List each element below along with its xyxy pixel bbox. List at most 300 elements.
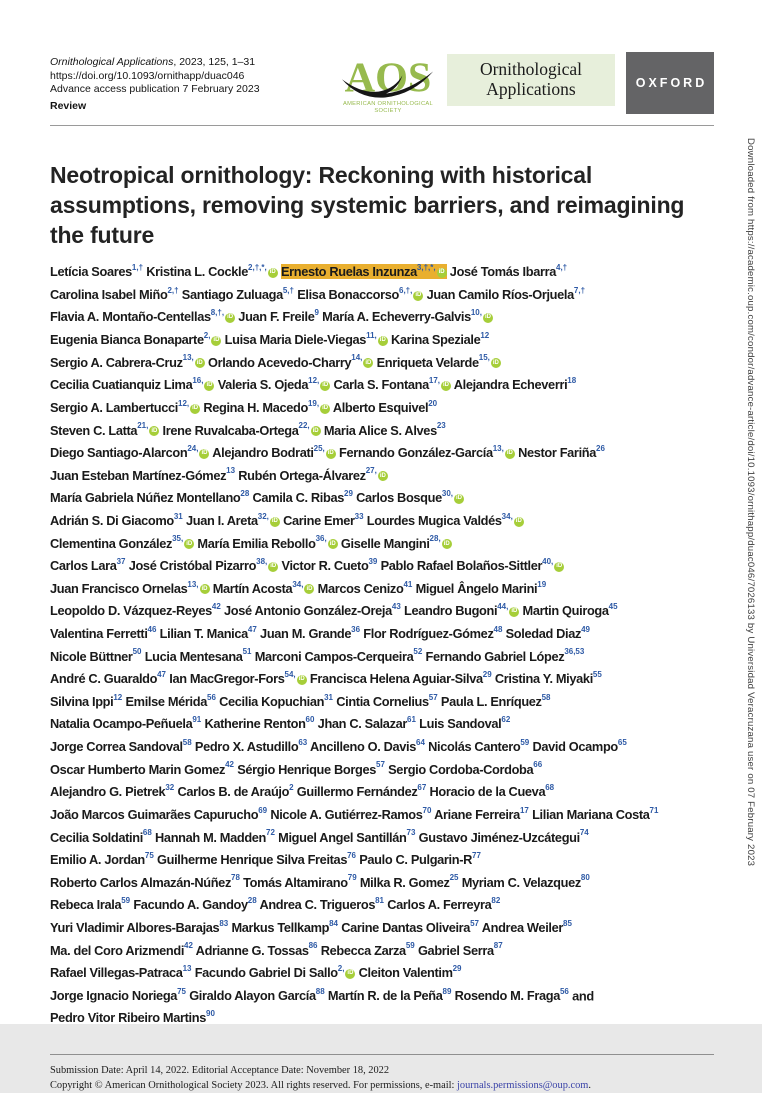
author-name: Pedro Vitor Ribeiro Martins$^{90}$ bbox=[50, 1009, 215, 1026]
affiliation-superscript[interactable]: 82 bbox=[491, 896, 501, 906]
journal-title-box bbox=[447, 54, 615, 106]
orcid-icon[interactable]: iD bbox=[413, 291, 423, 301]
orcid-icon[interactable]: iD bbox=[442, 539, 452, 549]
affiliation-superscript[interactable]: 43 bbox=[391, 602, 401, 612]
affiliation-superscript[interactable]: 58 bbox=[541, 692, 551, 702]
author-name: Valentina Ferretti$^{46}$ bbox=[50, 624, 157, 642]
orcid-icon[interactable]: iD bbox=[554, 562, 564, 572]
author-line bbox=[50, 621, 714, 644]
author-name: Ariane Ferreira$^{17}$ bbox=[434, 805, 529, 822]
affiliation-superscript[interactable]: 65 bbox=[617, 737, 627, 747]
affiliation-superscript[interactable]: 57 bbox=[376, 760, 385, 770]
title-line: assumptions, removing systemic barriers, and reimagining bbox=[50, 192, 685, 218]
author-name: Giraldo Alayon García$^{88}$ bbox=[189, 986, 325, 1003]
author-name: Juan F. Freile$^9$ bbox=[238, 308, 319, 325]
journal-box-line2: Applications bbox=[486, 78, 576, 99]
affiliation-superscript[interactable]: 2,†,*, bbox=[248, 263, 267, 272]
orcid-icon[interactable]: iD bbox=[491, 358, 501, 368]
affiliation-superscript[interactable]: 35, bbox=[172, 534, 184, 544]
affiliation-superscript[interactable]: 29 bbox=[482, 669, 492, 679]
author-name: Nicolás Cantero$^{59}$ bbox=[428, 737, 530, 755]
author-name: Lourdes Mugica Valdés$^{34,}$iD bbox=[366, 511, 522, 528]
orcid-icon[interactable]: iD bbox=[297, 675, 307, 685]
author-line bbox=[50, 372, 714, 395]
affiliation-superscript[interactable]: 2, bbox=[337, 963, 345, 973]
affiliation-superscript[interactable]: 32, bbox=[257, 511, 269, 521]
author-name: Rosendo M. Fraga$^{56}$ bbox=[454, 986, 569, 1003]
author-line bbox=[50, 643, 714, 666]
author-name: Maria Alice S. Alves$^{23}$ bbox=[323, 421, 446, 438]
affiliation-superscript[interactable]: 59 bbox=[405, 941, 415, 951]
affiliation-superscript[interactable]: 29 bbox=[344, 489, 353, 499]
orcid-icon[interactable]: iD bbox=[268, 268, 278, 278]
author-name: Jorge Correa Sandoval$^{58}$ bbox=[50, 737, 192, 755]
affiliation-superscript[interactable]: 25, bbox=[313, 443, 325, 453]
affiliation-superscript[interactable]: 31 bbox=[173, 511, 183, 521]
author-name: Pablo Rafael Bolaños-Sittler$^{40,}$iD bbox=[380, 556, 563, 574]
orcid-icon[interactable]: iD bbox=[454, 494, 464, 504]
affiliation-superscript[interactable]: 29 bbox=[452, 963, 462, 973]
author-line bbox=[50, 530, 714, 553]
affiliation-superscript[interactable]: 12, bbox=[308, 376, 320, 386]
affiliation-superscript[interactable]: 89 bbox=[442, 986, 452, 996]
author-name: Rebecca Zarza$^{59}$ bbox=[320, 941, 415, 958]
author-name: Martin Quiroga$^{45}$ bbox=[522, 602, 618, 619]
affiliation-superscript[interactable]: 8,†, bbox=[210, 308, 225, 318]
orcid-icon[interactable]: iD bbox=[514, 517, 524, 527]
affiliation-superscript[interactable]: 51 bbox=[242, 647, 252, 657]
author-list bbox=[50, 259, 714, 1028]
doi-line: https://doi.org/10.1093/ornithapp/duac046 bbox=[50, 69, 245, 82]
orcid-icon[interactable]: iD bbox=[363, 358, 373, 368]
affiliation-superscript[interactable]: 78 bbox=[231, 873, 240, 883]
affiliation-superscript[interactable]: 24, bbox=[187, 443, 199, 453]
author-line bbox=[50, 847, 714, 870]
affiliation-superscript[interactable]: 13 bbox=[226, 466, 236, 476]
author-name: Pedro X. Astudillo$^{63}$ bbox=[194, 737, 308, 755]
orcid-icon[interactable]: iD bbox=[149, 426, 159, 436]
submission-dates: Submission Date: April 14, 2022. Editorial Acceptance Date: November 18, 2022 bbox=[50, 1064, 390, 1076]
affiliation-superscript[interactable]: 33 bbox=[354, 511, 364, 521]
aos-caption-line1: AMERICAN ORNITHOLOGICAL bbox=[342, 101, 434, 108]
author-name: Carlos B. de Araújo$^2$ bbox=[177, 783, 294, 800]
affiliation-superscript[interactable]: 86 bbox=[308, 941, 318, 951]
author-name: Carlos A. Ferreyra$^{82}$ bbox=[387, 896, 501, 913]
author-line bbox=[50, 960, 714, 983]
author-name: Marcos Cenizo$^{41}$ bbox=[317, 579, 413, 596]
affiliation-superscript[interactable]: 59 bbox=[121, 896, 131, 906]
affiliation-superscript[interactable]: 45 bbox=[608, 602, 618, 612]
affiliation-superscript[interactable]: 47 bbox=[247, 624, 257, 634]
orcid-icon[interactable]: iD bbox=[378, 336, 388, 346]
orcid-icon[interactable]: iD bbox=[328, 539, 338, 549]
author-line bbox=[50, 1005, 714, 1028]
author-name: Fernando Gabriel López$^{36,53}$ bbox=[425, 647, 585, 664]
author-name: Sergio A. Lambertucci$^{12,}$iD bbox=[50, 398, 199, 415]
affiliation-superscript[interactable]: 54, bbox=[284, 669, 296, 679]
affiliation-superscript[interactable]: 90 bbox=[206, 1009, 215, 1019]
affiliation-superscript[interactable]: 75 bbox=[177, 986, 186, 996]
author-line bbox=[50, 327, 714, 350]
affiliation-superscript[interactable]: 25 bbox=[449, 873, 459, 883]
author-line bbox=[50, 869, 714, 892]
orcid-icon[interactable]: iD bbox=[200, 584, 210, 594]
oxford-logo bbox=[626, 52, 714, 114]
author-name: Tomás Altamirano$^{79}$ bbox=[243, 873, 357, 890]
author-name: Leopoldo D. Vázquez-Reyes$^{42}$ bbox=[50, 602, 221, 619]
affiliation-superscript[interactable]: 66 bbox=[533, 760, 543, 770]
affiliation-superscript[interactable]: 41 bbox=[403, 579, 413, 589]
affiliation-superscript[interactable]: 50 bbox=[132, 647, 142, 657]
orcid-icon[interactable]: iD bbox=[378, 471, 388, 481]
author-name: Miguel Ângelo Marini$^{19}$ bbox=[415, 579, 547, 596]
orcid-icon[interactable]: iD bbox=[441, 381, 451, 391]
affiliation-superscript[interactable]: 36 bbox=[351, 624, 361, 634]
author-name: Guilherme Henrique Silva Freitas$^{76}$ bbox=[157, 850, 357, 868]
author-name: Rubén Ortega-Álvarez$^{27,}$iD bbox=[238, 466, 386, 483]
orcid-icon[interactable]: iD bbox=[437, 268, 447, 278]
affiliation-superscript[interactable]: 2, bbox=[203, 330, 211, 340]
affiliation-superscript[interactable]: 68 bbox=[545, 783, 555, 793]
journal-citation bbox=[50, 56, 260, 70]
affiliation-superscript[interactable]: 39 bbox=[368, 556, 378, 566]
author-name: Diego Santiago-Alarcon$^{24,}$iD bbox=[50, 443, 208, 461]
author-name: Sérgio Henrique Borges$^{57}$ bbox=[237, 760, 385, 777]
author-line bbox=[50, 666, 714, 689]
affiliation-superscript[interactable]: 75 bbox=[144, 850, 154, 860]
orcid-icon[interactable]: iD bbox=[190, 404, 200, 414]
affiliation-superscript[interactable]: 12 bbox=[113, 692, 123, 702]
affiliation-superscript[interactable]: 31 bbox=[324, 692, 334, 702]
author-name: Guillermo Fernández$^{67}$ bbox=[296, 783, 427, 800]
author-name: Cecilia Cuatianquiz Lima$^{16,}$iD bbox=[50, 376, 213, 393]
author-line bbox=[50, 711, 714, 734]
affiliation-superscript[interactable]: 22, bbox=[298, 421, 310, 431]
affiliation-superscript[interactable]: 57 bbox=[428, 692, 438, 702]
affiliation-superscript[interactable]: 76 bbox=[347, 850, 357, 860]
author-name: Hannah M. Madden$^{72}$ bbox=[155, 828, 275, 845]
affiliation-superscript[interactable]: 27, bbox=[365, 466, 377, 476]
author-name: Juan Camilo Ríos-Orjuela$^{7,\dagger}$ bbox=[426, 285, 586, 302]
publisher-logos bbox=[340, 52, 714, 116]
affiliation-superscript[interactable]: 64 bbox=[416, 737, 425, 747]
affiliation-superscript[interactable]: 19 bbox=[537, 579, 547, 589]
affiliation-superscript[interactable]: 42 bbox=[211, 602, 221, 612]
author-name: Ernesto Ruelas Inzunza$^{3,\dagger,*,}$iD bbox=[280, 263, 445, 280]
aos-caption-line2: SOCIETY bbox=[374, 107, 402, 114]
author-name: Rafael Villegas-Patraca$^{13}$ bbox=[50, 963, 192, 981]
copyright-text: Copyright © American Ornithological Society 2023. All rights reserved. For permissions, e-mail: bbox=[50, 1079, 458, 1091]
affiliation-superscript[interactable]: 3,†,*, bbox=[416, 263, 436, 272]
affiliation-superscript[interactable]: 58 bbox=[182, 737, 192, 747]
author-name: Facundo Gabriel Di Sallo$^{2,}$iD bbox=[194, 963, 354, 981]
author-name: Juan Francisco Ornelas$^{13,}$iD bbox=[50, 579, 208, 596]
oxford-logo-text: OXFORD bbox=[635, 76, 708, 90]
author-name: Victor R. Cueto$^{39}$ bbox=[281, 556, 378, 574]
author-name: Nicole Büttner$^{50}$ bbox=[50, 647, 142, 664]
affiliation-superscript[interactable]: 68 bbox=[142, 828, 152, 838]
affiliation-superscript[interactable]: 2 bbox=[289, 783, 294, 793]
orcid-icon[interactable]: iD bbox=[320, 381, 330, 391]
orcid-icon[interactable]: iD bbox=[345, 969, 355, 979]
affiliation-superscript[interactable]: 59 bbox=[520, 737, 530, 747]
affiliation-superscript[interactable]: 7,† bbox=[573, 285, 586, 295]
author-name: Elisa Bonaccorso$^{6,\dagger,}$iD bbox=[297, 285, 422, 302]
author-name: Cintia Cornelius$^{57}$ bbox=[336, 692, 438, 709]
author-name: Alberto Esquivel$^{20}$ bbox=[332, 398, 438, 415]
author-name: José Cristóbal Pizarro$^{38,}$iD bbox=[128, 556, 277, 574]
affiliation-superscript[interactable]: 52 bbox=[413, 647, 423, 657]
author-name: Jorge Ignacio Noriega$^{75}$ bbox=[50, 986, 186, 1003]
author-name: Cristina Y. Miyaki$^{55}$ bbox=[494, 669, 602, 687]
author-name: Lilian Mariana Costa$^{71}$ bbox=[532, 805, 659, 822]
author-name: Rebeca Irala$^{59}$ bbox=[50, 896, 131, 913]
affiliation-superscript[interactable]: 49 bbox=[581, 624, 590, 634]
author-line bbox=[50, 734, 714, 757]
affiliation-superscript[interactable]: 38, bbox=[256, 556, 268, 566]
orcid-icon[interactable]: iD bbox=[304, 584, 314, 594]
author-name: Juan M. Grande$^{36}$ bbox=[260, 624, 361, 642]
author-line bbox=[50, 756, 714, 779]
author-name: Andrea C. Trigueros$^{81}$ bbox=[259, 896, 385, 913]
title-line: Neotropical ornithology: Reckoning with historical bbox=[50, 162, 593, 188]
affiliation-superscript[interactable]: 80 bbox=[580, 873, 590, 883]
author-name: José Antonio González-Oreja$^{43}$ bbox=[224, 602, 401, 619]
affiliation-superscript[interactable]: 56 bbox=[207, 692, 216, 702]
author-line bbox=[50, 983, 714, 1006]
affiliation-superscript[interactable]: 69 bbox=[258, 805, 268, 815]
affiliation-superscript[interactable]: 10, bbox=[470, 308, 482, 318]
affiliation-superscript[interactable]: 13, bbox=[492, 443, 504, 453]
affiliation-superscript[interactable]: 26 bbox=[596, 443, 605, 453]
author-line bbox=[50, 462, 714, 485]
affiliation-superscript[interactable]: 34, bbox=[292, 579, 304, 589]
affiliation-superscript[interactable]: 48 bbox=[493, 624, 503, 634]
affiliation-superscript[interactable]: 9 bbox=[314, 308, 319, 318]
page-title bbox=[50, 160, 714, 250]
affiliation-superscript[interactable]: 16, bbox=[192, 376, 204, 386]
download-watermark: Downloaded from https://academic.oup.com/condor/advance-article/doi/10.1093/ornithapp/duac046/7026133 by Universidad Veracruzana user on 07 February 2023 bbox=[745, 138, 756, 867]
author-name: Carlos Bosque$^{30,}$iD bbox=[356, 489, 463, 506]
author-name: Fernando González-García$^{13,}$iD bbox=[338, 443, 513, 461]
copyright-period: . bbox=[588, 1079, 591, 1091]
affiliation-superscript[interactable]: 21, bbox=[137, 421, 149, 431]
author-name: Marconi Campos-Cerqueira$^{52}$ bbox=[254, 647, 423, 664]
orcid-icon[interactable]: iD bbox=[211, 336, 221, 346]
affiliation-superscript[interactable]: 14, bbox=[351, 353, 363, 363]
orcid-icon[interactable]: iD bbox=[311, 426, 321, 436]
author-name: Milka R. Gomez$^{25}$ bbox=[359, 873, 459, 890]
affiliation-superscript[interactable]: 11, bbox=[366, 330, 377, 340]
author-name: Paula L. Enríquez$^{58}$ bbox=[440, 692, 551, 709]
affiliation-superscript[interactable]: 74 bbox=[579, 828, 589, 838]
journal-name: Ornithological Applications bbox=[50, 56, 174, 68]
author-name: Carolina Isabel Miño$^{2,\dagger}$ bbox=[50, 285, 179, 302]
affiliation-superscript[interactable]: 57 bbox=[470, 918, 479, 928]
affiliation-superscript[interactable]: 77 bbox=[472, 850, 481, 860]
affiliation-superscript[interactable]: 61 bbox=[407, 715, 416, 725]
author-name: Nicole A. Gutiérrez-Ramos$^{70}$ bbox=[270, 805, 432, 822]
affiliation-superscript[interactable]: 2,† bbox=[167, 285, 179, 295]
author-line bbox=[50, 598, 714, 621]
journal-box-line1: Ornithological bbox=[479, 59, 583, 79]
orcid-icon[interactable]: iD bbox=[270, 517, 280, 527]
author-name: Giselle Mangini$^{28,}$iD bbox=[340, 534, 450, 551]
affiliation-superscript[interactable]: 73 bbox=[406, 828, 416, 838]
author-line bbox=[50, 417, 714, 440]
affiliation-superscript[interactable]: 79 bbox=[347, 873, 357, 883]
author-name: Ian MacGregor-Fors$^{54,}$iD bbox=[169, 669, 305, 687]
author-line bbox=[50, 485, 714, 508]
affiliation-superscript[interactable]: 62 bbox=[501, 715, 511, 725]
orcid-icon[interactable]: iD bbox=[326, 449, 336, 459]
affiliation-superscript[interactable]: 72 bbox=[266, 828, 275, 838]
author-name: Camila C. Ribas$^{29}$ bbox=[252, 489, 353, 506]
author-name: Horacio de la Cueva$^{68}$ bbox=[429, 783, 555, 800]
orcid-icon[interactable]: iD bbox=[320, 404, 330, 414]
author-name: Facundo A. Gandoy$^{28}$ bbox=[133, 896, 257, 913]
affiliation-superscript[interactable]: 12, bbox=[178, 398, 190, 408]
orcid-icon[interactable]: iD bbox=[225, 313, 235, 323]
author-name: Juan I. Areta$^{32,}$iD bbox=[185, 511, 278, 528]
affiliation-superscript[interactable]: 84 bbox=[329, 918, 338, 928]
author-name: Carla S. Fontana$^{17,}$iD bbox=[333, 376, 449, 393]
affiliation-superscript[interactable]: 85 bbox=[563, 918, 572, 928]
author-name: Oscar Humberto Marin Gomez$^{42}$ bbox=[50, 760, 234, 777]
affiliation-superscript[interactable]: 15, bbox=[478, 353, 490, 363]
affiliation-superscript[interactable]: 70 bbox=[422, 805, 432, 815]
orcid-icon[interactable]: iD bbox=[184, 539, 194, 549]
affiliation-superscript[interactable]: 6,†, bbox=[399, 285, 413, 295]
affiliation-superscript[interactable]: 13 bbox=[182, 963, 192, 973]
affiliation-superscript[interactable]: 19, bbox=[307, 398, 320, 408]
affiliation-superscript[interactable]: 42 bbox=[225, 760, 234, 770]
author-name: David Ocampo$^{65}$ bbox=[532, 737, 627, 755]
affiliation-superscript[interactable]: 5,† bbox=[282, 285, 294, 295]
affiliation-superscript[interactable]: 18 bbox=[567, 376, 577, 386]
author-name: Lucia Mentesana$^{51}$ bbox=[144, 647, 252, 664]
affiliation-superscript[interactable]: 34, bbox=[501, 511, 513, 521]
issue-info: , 2023, 125, 1–31 bbox=[173, 56, 256, 68]
author-name: Valeria S. Ojeda$^{12,}$iD bbox=[217, 376, 329, 393]
author-name: Regina H. Macedo$^{19,}$iD bbox=[203, 398, 329, 415]
author-name: João Marcos Guimarães Capurucho$^{69}$ bbox=[50, 805, 268, 822]
affiliation-superscript[interactable]: 28, bbox=[429, 534, 441, 544]
title-line: the future bbox=[50, 222, 155, 248]
author-name: Lilian T. Manica$^{47}$ bbox=[159, 624, 257, 642]
affiliation-superscript[interactable]: 91 bbox=[192, 715, 202, 725]
advance-access-line: Advance access publication 7 February 2023 bbox=[50, 83, 260, 96]
aos-logo bbox=[340, 52, 436, 116]
author-name: Steven C. Latta$^{21,}$iD bbox=[50, 421, 158, 438]
author-name: Miguel Angel Santillán$^{73}$ bbox=[278, 828, 416, 845]
author-name: Cecilia Soldatini$^{68}$ bbox=[50, 828, 152, 845]
author-line bbox=[50, 802, 714, 825]
affiliation-superscript[interactable]: 40, bbox=[542, 556, 554, 566]
affiliation-superscript[interactable]: 88 bbox=[315, 986, 325, 996]
page-content bbox=[50, 52, 714, 1093]
affiliation-superscript[interactable]: 30, bbox=[441, 489, 454, 499]
affiliation-superscript[interactable]: 20 bbox=[428, 398, 438, 408]
affiliation-superscript[interactable]: 55 bbox=[592, 669, 602, 679]
page-header bbox=[50, 52, 714, 116]
affiliation-superscript[interactable]: 32 bbox=[165, 783, 175, 793]
permissions-email-link[interactable]: journals.permissions@oup.com bbox=[457, 1079, 589, 1091]
affiliation-superscript[interactable]: 81 bbox=[375, 896, 385, 906]
affiliation-superscript[interactable]: 23 bbox=[436, 421, 446, 431]
author-name: Carlos Lara$^{37}$ bbox=[50, 556, 126, 574]
author-name: Sergio A. Cabrera-Cruz$^{13,}$iD bbox=[50, 353, 203, 370]
author-name: Roberto Carlos Almazán-Núñez$^{78}$ bbox=[50, 873, 240, 890]
affiliation-superscript[interactable]: 37 bbox=[116, 556, 126, 566]
author-name: Myriam C. Velazquez$^{80}$ bbox=[461, 873, 590, 890]
affiliation-superscript[interactable]: 36,53 bbox=[564, 647, 585, 657]
author-name: Cleiton Valentim$^{29}$ bbox=[358, 963, 462, 981]
affiliation-superscript[interactable]: 28 bbox=[247, 896, 257, 906]
author-line bbox=[50, 440, 714, 463]
affiliation-superscript[interactable]: 12 bbox=[480, 330, 490, 340]
orcid-icon[interactable]: iD bbox=[505, 449, 515, 459]
orcid-icon[interactable]: iD bbox=[509, 607, 519, 617]
affiliation-superscript[interactable]: 60 bbox=[305, 715, 315, 725]
affiliation-superscript[interactable]: 28 bbox=[240, 489, 250, 499]
author-name: Soledad Diaz$^{49}$ bbox=[505, 624, 590, 642]
affiliation-superscript[interactable]: 71 bbox=[649, 805, 659, 815]
affiliation-superscript[interactable]: 44, bbox=[497, 602, 509, 612]
author-line bbox=[50, 508, 714, 531]
author-name: Orlando Acevedo-Charry$^{14,}$iD bbox=[207, 353, 372, 370]
author-name: Irene Ruvalcaba-Ortega$^{22,}$iD bbox=[162, 421, 319, 438]
affiliation-superscript[interactable]: 17 bbox=[519, 805, 529, 815]
affiliation-superscript[interactable]: 17, bbox=[428, 376, 440, 386]
affiliation-superscript[interactable]: 13, bbox=[187, 579, 199, 589]
affiliation-superscript[interactable]: 4,† bbox=[556, 263, 568, 272]
author-line bbox=[50, 395, 714, 418]
author-name: Cecilia Kopuchian$^{31}$ bbox=[219, 692, 334, 709]
author-name: Emilio A. Jordan$^{75}$ bbox=[50, 850, 154, 868]
article-meta bbox=[50, 52, 260, 113]
affiliation-superscript[interactable]: 67 bbox=[417, 783, 427, 793]
affiliation-superscript[interactable]: 47 bbox=[157, 669, 167, 679]
orcid-icon[interactable]: iD bbox=[195, 358, 205, 368]
affiliation-superscript[interactable]: 1,† bbox=[131, 263, 144, 272]
affiliation-superscript[interactable]: 42 bbox=[184, 941, 193, 951]
author-name: Andrea Weiler$^{85}$ bbox=[481, 918, 572, 935]
author-name: Gabriel Serra$^{87}$ bbox=[417, 941, 503, 958]
affiliation-superscript[interactable]: 56 bbox=[559, 986, 569, 996]
author-name: Santiago Zuluaga$^{5,\dagger}$ bbox=[181, 285, 294, 302]
author-line bbox=[50, 282, 714, 305]
affiliation-superscript[interactable]: 13, bbox=[182, 353, 194, 363]
orcid-icon[interactable]: iD bbox=[199, 449, 209, 459]
author-name: Martín R. de la Peña$^{89}$ bbox=[327, 986, 452, 1003]
affiliation-superscript[interactable]: 46 bbox=[147, 624, 157, 634]
orcid-icon[interactable]: iD bbox=[204, 381, 214, 391]
affiliation-superscript[interactable]: 36, bbox=[315, 534, 327, 544]
orcid-icon[interactable]: iD bbox=[268, 562, 278, 572]
author-name: Ma. del Coro Arizmendi$^{42}$ bbox=[50, 941, 193, 958]
orcid-icon[interactable]: iD bbox=[483, 313, 493, 323]
author-name: Katherine Renton$^{60}$ bbox=[204, 715, 315, 732]
author-name: Carine Emer$^{33}$ bbox=[283, 511, 364, 528]
affiliation-superscript[interactable]: 87 bbox=[493, 941, 503, 951]
affiliation-superscript[interactable]: 83 bbox=[219, 918, 229, 928]
author-name: Flavia A. Montaño-Centellas$^{8,\dagger,}$iD bbox=[50, 308, 234, 325]
author-name: Adrián S. Di Giacomo$^{31}$ bbox=[50, 511, 183, 528]
affiliation-superscript[interactable]: 63 bbox=[298, 737, 308, 747]
author-name: Francisca Helena Aguiar-Silva$^{29}$ bbox=[309, 669, 492, 687]
header-divider bbox=[50, 125, 714, 126]
